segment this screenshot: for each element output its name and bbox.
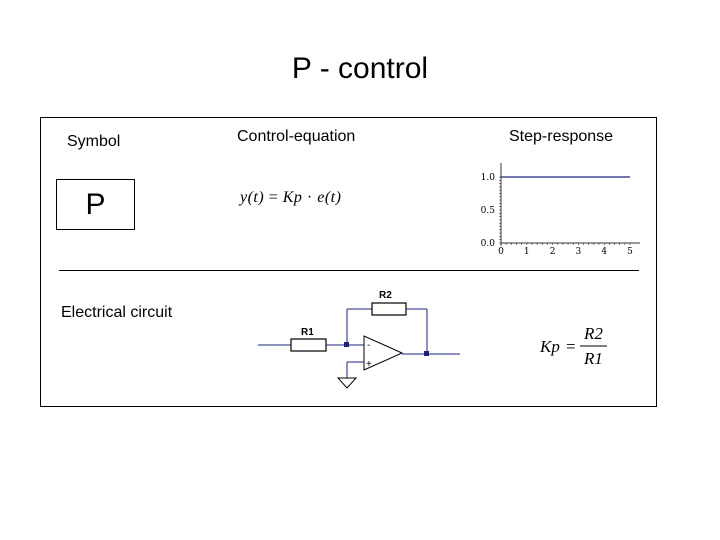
y-tick-label: 0.5 — [480, 206, 495, 216]
y-tick-label: 0.0 — [480, 239, 495, 249]
r2-label: R2 — [379, 290, 392, 301]
equation-kp: Kp — [282, 189, 303, 206]
gain-denominator: R1 — [584, 349, 603, 368]
x-tick-label: 3 — [575, 247, 582, 257]
gain-equals: = — [566, 337, 576, 356]
x-tick-label: 4 — [601, 247, 608, 257]
op-amp-minus-sign: - — [367, 340, 371, 351]
x-tick-label: 2 — [549, 247, 556, 257]
x-tick-label: 5 — [627, 247, 633, 257]
symbol-letter: P — [85, 187, 106, 221]
gain-numerator: R2 — [584, 324, 603, 343]
symbol-label: Symbol — [67, 133, 121, 150]
equation-equals: = — [268, 189, 279, 206]
equation-dot: · — [306, 189, 313, 206]
op-amp-plus-sign: + — [366, 359, 372, 370]
equation-lhs: y(t) — [240, 189, 265, 206]
electrical-circuit-label: Electrical circuit — [61, 304, 173, 321]
equation-et: e(t) — [317, 189, 342, 206]
step-response-label: Step-response — [509, 128, 614, 145]
r1-label: R1 — [301, 327, 314, 338]
slide-title: P - control — [291, 52, 429, 85]
y-tick-label: 1.0 — [480, 173, 495, 183]
x-tick-label: 1 — [523, 247, 530, 257]
control-equation-label: Control-equation — [237, 128, 356, 145]
gain-lhs: Kp — [540, 337, 560, 356]
x-tick-label: 0 — [498, 247, 504, 257]
